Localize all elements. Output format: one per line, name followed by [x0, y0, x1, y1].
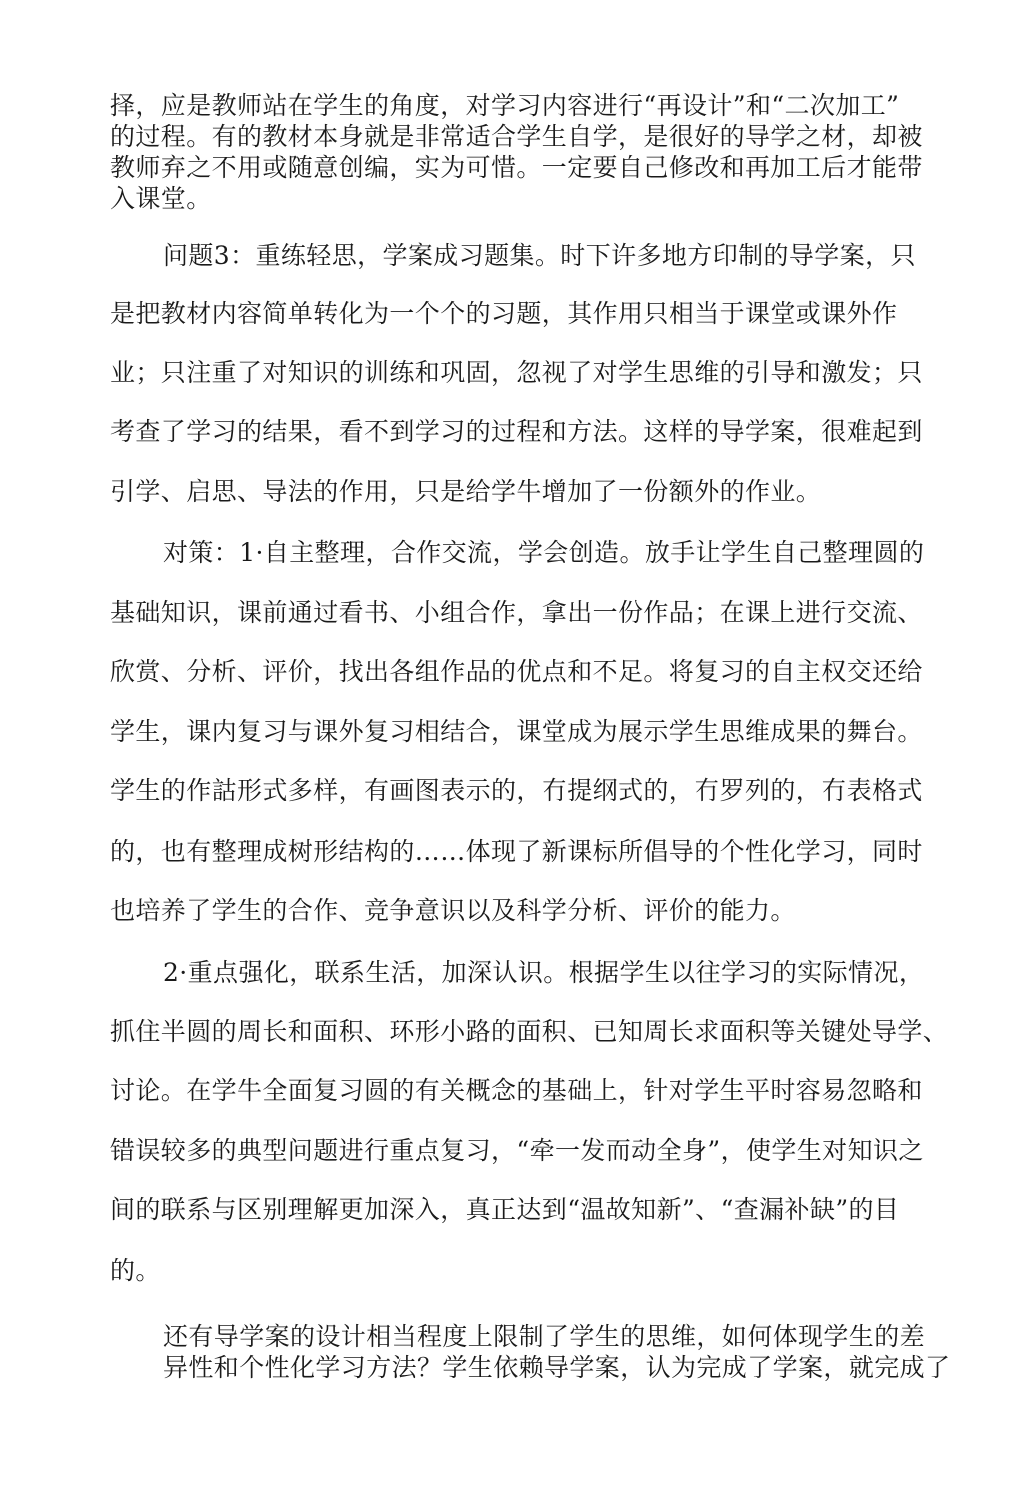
text-line: 是把教材内容简单转化为一个个的习题，其作用只相当于课堂或课外作	[110, 299, 898, 328]
text-line: 异性和个性化学习方法？学生依赖导学案，认为完成了学案，就完成了	[163, 1353, 951, 1382]
text-line: 问题3：重练轻思，学案成习题集。时下许多地方印制的导学案，只	[163, 241, 916, 270]
text-line: 欣赏、分析、评价，找出各组作品的优点和不足。将复习的自主权交还给	[110, 657, 923, 686]
text-line: 教师弃之不用或随意创编，实为可惜。一定要自己修改和再加工后才能带	[110, 153, 923, 182]
text-line: 错误较多的典型问题进行重点复习，“牵一发而动全身”，使学生对知识之	[110, 1136, 924, 1165]
text-line: 基础知识，课前通过看书、小组合作，拿出一份作品；在课上进行交流、	[110, 598, 923, 627]
text-line: 2·重点强化，联系生活，加深认识。根据学生以往学习的实际情况，	[163, 958, 925, 987]
text-line: 引学、启思、导法的作用，只是给学牛增加了一份额外的作业。	[110, 477, 822, 506]
text-line: 抓住半圆的周长和面积、环形小路的面积、已知周长求面积等关键处导学、	[110, 1017, 949, 1046]
text-line: 也培养了学生的合作、竞争意识以及科学分析、评价的能力。	[110, 896, 796, 925]
text-line: 讨论。在学牛全面复习圆的有关概念的基础上，针对学生平时容易忽略和	[110, 1076, 923, 1105]
text-line: 的。	[110, 1256, 161, 1285]
text-line: 对策：1·自主整理，合作交流，学会创造。放手让学生自己整理圆的	[163, 538, 925, 567]
text-line: 的，也有整理成树形结构的……体现了新课标所倡导的个性化学习，同时	[110, 837, 923, 866]
text-line: 业；只注重了对知识的训练和巩固，忽视了对学生思维的引导和激发；只	[110, 358, 923, 387]
text-line: 学生的作詁形式多样，有画图表示的，冇提纲式的，冇罗列的，冇表格式	[110, 776, 923, 805]
text-line: 入课堂。	[110, 184, 212, 213]
text-line: 择，应是教师站在学生的角度，对学习内容进行“再设计”和“二次加工”	[110, 91, 900, 120]
text-line: 学生，课内复习与课外复习相结合，课堂成为展示学生思维成果的舞台。	[110, 717, 923, 746]
text-line: 还有导学案的设计相当程度上限制了学生的思维，如何体现学生的差	[163, 1322, 926, 1351]
text-line: 考查了学习的结果，看不到学习的过程和方法。这样的导学案，很难起到	[110, 417, 923, 446]
text-line: 的过程。有的教材本身就是非常适合学生自学，是很好的导学之材，却被	[110, 122, 923, 151]
text-line: 间的联系与区别理解更加深入，真正达到“温故知新”、“查漏补缺”的目	[110, 1195, 900, 1224]
